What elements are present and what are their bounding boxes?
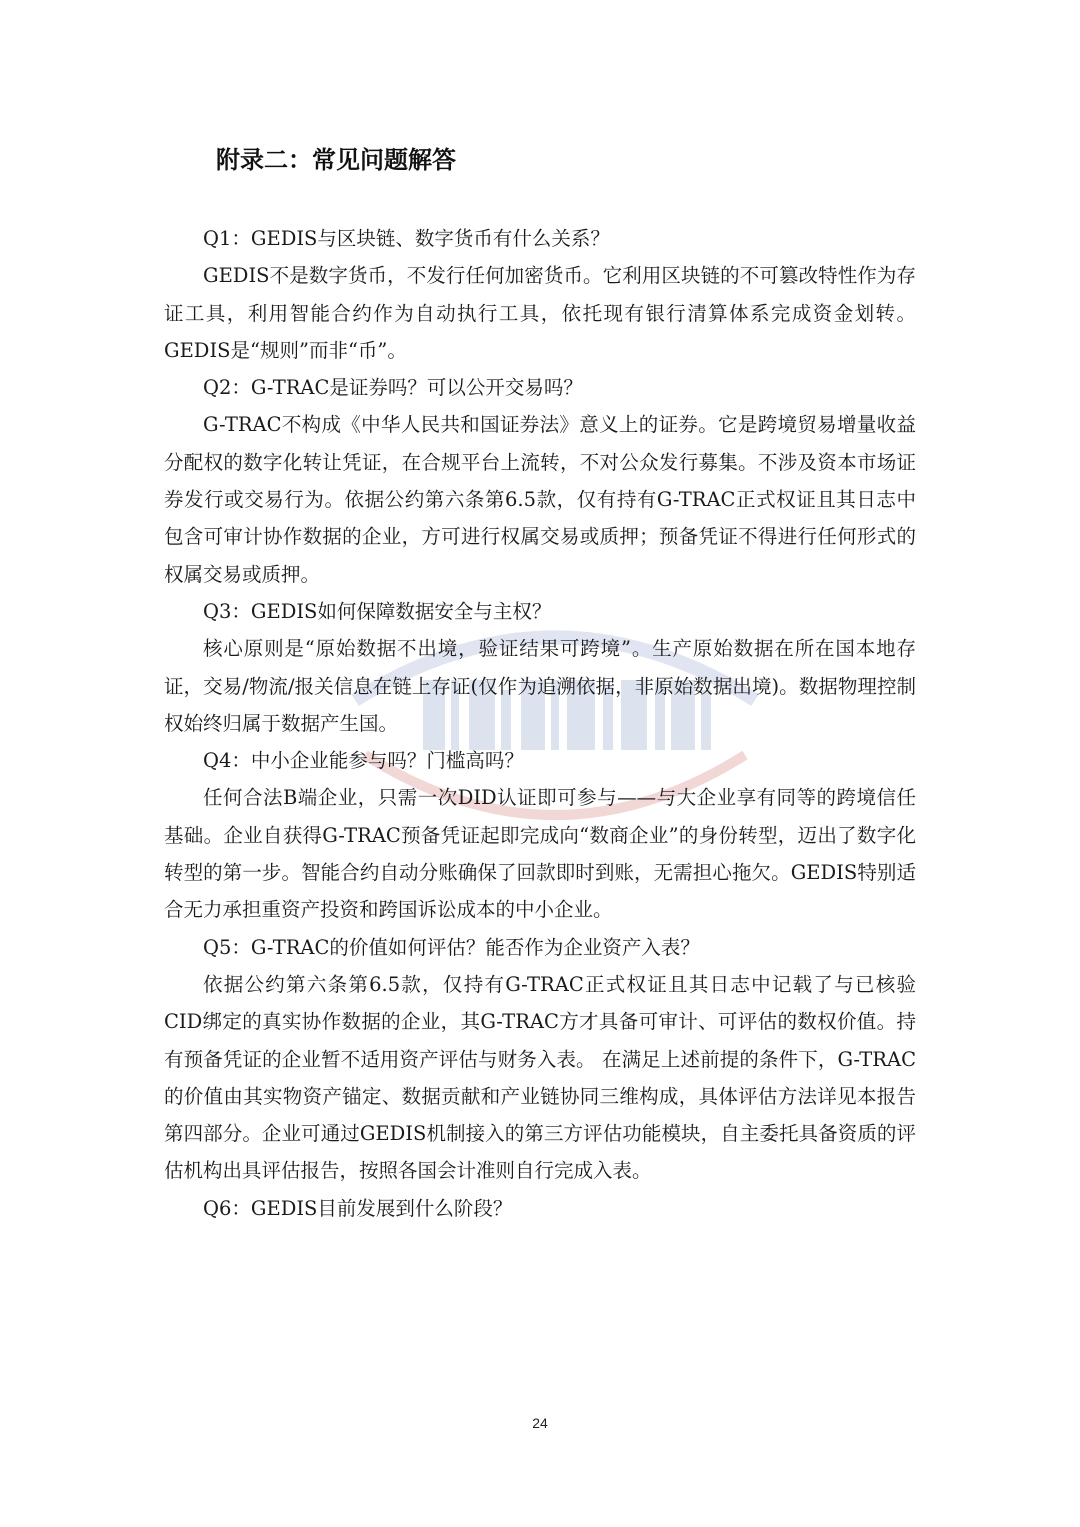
faq-a1: GEDIS不是数字货币，不发行任何加密货币。它利用区块链的不可篡改特性作为存证工具，利用智能合约作为自动执行工具，依托现有银行清算体系完成资金划转。GEDIS是“规则”而非“币”。 [164,264,916,362]
faq-a4: 任何合法B端企业，只需一次DID认证即可参与——与大企业享有同等的跨境信任基础。企业自获得G-TRAC预备凭证起即完成向“数商企业”的身份转型，迈出了数字化转型的第一步。智能合约自动分账确保了回款即时到账，无需担心拖欠。GEDIS特别适合无力承担重资产投资和跨国诉讼成本的中小企业。 [164,786,916,922]
page-number: 24 [532,1415,548,1431]
faq-a5: 依据公约第六条第6.5款，仅持有G-TRAC正式权证且其日志中记载了与已核验CID绑定的真实协作数据的企业，其G-TRAC方才具备可审计、可评估的数权价值。持有预备凭证的企业暂不适用资产评估与财务入表。 在满足上述前提的条件下，G-TRAC的价值由其实物资产锚定、数据贡献和产业链协同三维构成，具体评估方法详见本报告第四部分。企业可通过GEDIS机制接入的第三方评估功能模块，自主委托具备资质的评估机构出具评估报告，按照各国会计准则自行完成入表。 [164,972,916,1183]
faq-q6: Q6：GEDIS目前发展到什么阶段？ [203,1196,513,1220]
faq-body [164,220,916,1227]
faq-q2: Q2：G-TRAC是证券吗？可以公开交易吗？ [203,376,583,400]
faq-q5: Q5：G-TRAC的价值如何评估？能否作为企业资产入表？ [203,935,700,959]
faq-q4: Q4：中小企业能参与吗？门槛高吗？ [203,749,524,773]
appendix-heading: 附录二：常见问题解答 [216,146,456,174]
faq-a2: G-TRAC不构成《中华人民共和国证券法》意义上的证券。它是跨境贸易增量收益分配权的数字化转让凭证，在合规平台上流转，不对公众发行募集。不涉及资本市场证券发行或交易行为。依据公约第六条第6.5款，仅有持有G-TRAC正式权证且其日志中包含可审计协作数据的企业，方可进行权属交易或质押；预备凭证不得进行任何形式的权属交易或质押。 [164,413,916,586]
faq-a3: 核心原则是“原始数据不出境，验证结果可跨境”。生产原始数据在所在国本地存证，交易/物流/报关信息在链上存证(仅作为追溯依据，非原始数据出境)。数据物理控制权始终归属于数据产生国。 [164,637,916,735]
faq-q3: Q3：GEDIS如何保障数据安全与主权？ [203,599,552,623]
faq-q1: Q1：GEDIS与区块链、数字货币有什么关系？ [203,227,610,250]
